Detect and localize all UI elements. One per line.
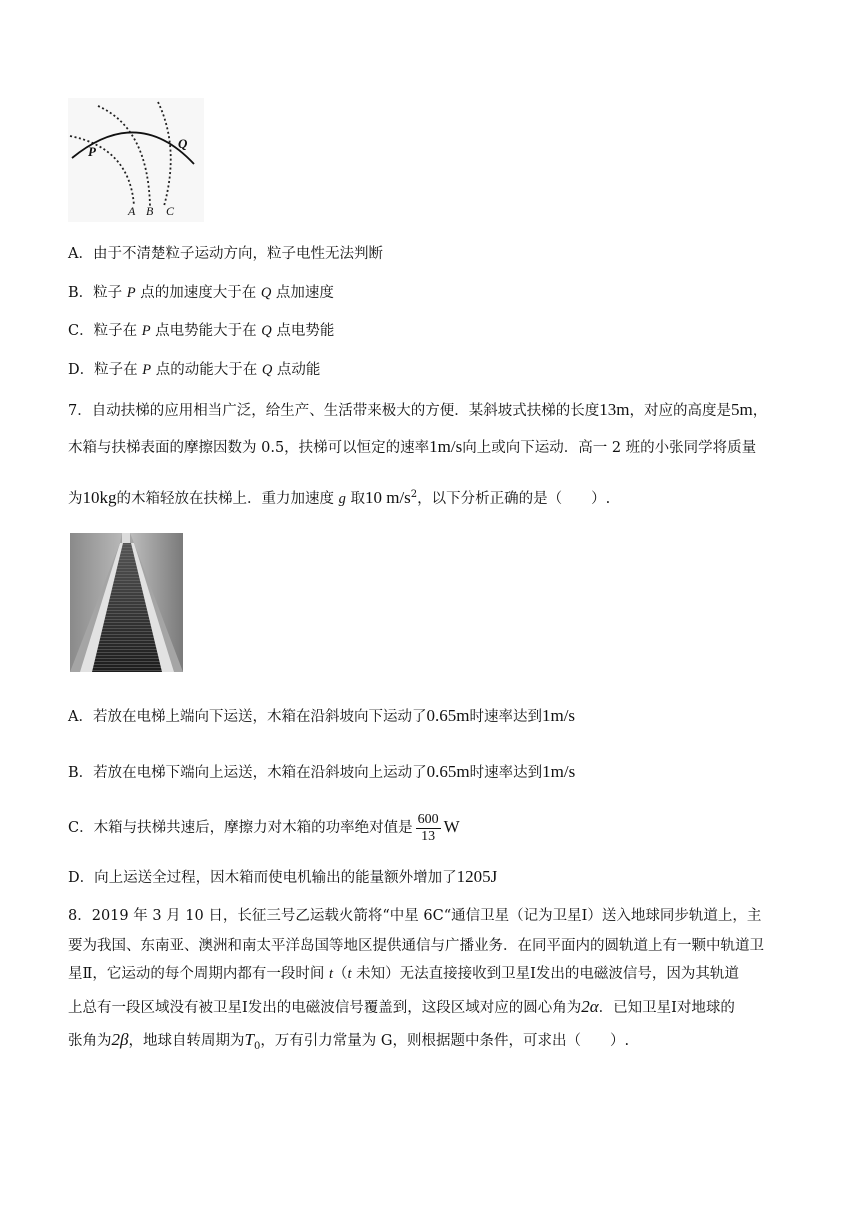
field-lines-figure: [68, 98, 204, 222]
q7-stem-line-1: [68, 399, 800, 422]
q6-c-p: P: [141, 323, 151, 339]
q6-d-pre: D．粒子在: [68, 362, 143, 378]
q8-l4-pre: 上总有一段区域没有被卫星Ⅰ发出的电磁波信号覆盖到，这段区域对应的圆心角为: [68, 1000, 582, 1016]
q7-b-speed: 1m/s: [542, 762, 576, 781]
q8-t-symbol-2: t: [347, 966, 352, 982]
q8-l5-pre: 张角为: [68, 1033, 112, 1049]
q6-option-d: [68, 359, 800, 381]
q7-c-denominator: 13: [421, 828, 436, 844]
q7-c-numerator: 600: [417, 811, 439, 827]
q6-c-pre: C．粒子在: [68, 323, 142, 339]
q7-c-fraction: [416, 812, 441, 845]
q6-b-q: Q: [260, 285, 272, 301]
q8-l5-mid: ，地球自转周期为: [128, 1033, 245, 1049]
q7-d-pre: D．向上运送全过程，因木箱而使电机输出的能量额外增加了: [68, 870, 457, 886]
q8-beta: 2β: [111, 1030, 129, 1049]
q7-option-c: [68, 810, 800, 845]
q7-a-speed: 1m/s: [541, 706, 576, 725]
q7-l3-mid2: 取: [345, 490, 365, 507]
q7-a-mid: 时速率达到: [469, 709, 542, 725]
q8-l3-pre: 星Ⅱ，它运动的每个周期内都有一段时间: [68, 966, 329, 982]
q8-period-symbol: T: [244, 1030, 254, 1049]
q8-alpha: 2α: [581, 997, 599, 1016]
q8-stem-line-4: [68, 996, 800, 1019]
q6-option-b: [68, 282, 800, 304]
q7-l1-pre: 7．自动扶梯的应用相当广泛，给生产、生活带来极大的方便．某斜坡式扶梯的长度: [68, 403, 600, 419]
figure-background: [68, 98, 204, 222]
q7-height: 5m: [730, 400, 753, 419]
label-c: C: [166, 204, 175, 218]
q6-d-q: Q: [261, 362, 273, 378]
q7-l3-post: ，以下分析正确的是（ ）.: [417, 490, 611, 507]
q7-d-energy: 1205J: [456, 867, 498, 886]
q7-g-value: 10 m/s: [364, 487, 411, 507]
q8-period-subscript: 0: [253, 1040, 261, 1052]
label-p: P: [88, 144, 96, 159]
q8-t-symbol: t: [328, 966, 333, 982]
q8-stem-line-3: [68, 963, 800, 985]
q7-option-a: [68, 705, 800, 728]
q7-speed: 1m/s: [429, 437, 463, 456]
q7-b-mid: 时速率达到: [469, 765, 543, 781]
q8-l4-post: ．已知卫星Ⅰ对地球的: [598, 1000, 735, 1016]
q6-option-a-text: A．由于不清楚粒子运动方向，粒子电性无法判断: [68, 246, 383, 262]
q8-stem-line-2: [68, 935, 800, 957]
q8-l2-text: 要为我国、东南亚、澳洲和南太平洋岛国等地区提供通信与广播业务．在同平面内的圆轨道上有一颗中轨道卫: [68, 938, 764, 954]
q7-l2-post: 向上或向下运动．高一 2 班的小张同学将质量: [462, 440, 757, 456]
q7-g-exponent: 2: [410, 489, 418, 500]
q7-option-b: [68, 761, 800, 784]
q7-l3-pre: 为: [68, 490, 83, 507]
q7-l1-post: ，: [752, 403, 768, 419]
q8-stem-line-1: [68, 905, 800, 927]
q7-l3-mid: 的木箱轻放在扶梯上．重力加速度: [116, 490, 339, 507]
q8-l3-mid: （: [333, 966, 348, 982]
q6-b-pre: B．粒子: [68, 285, 127, 301]
q7-length: 13m: [599, 400, 630, 419]
q7-l2-pre: 木箱与扶梯表面的摩擦因数为 0.5，扶梯可以恒定的速率: [68, 440, 430, 456]
q6-b-mid: 点的加速度大于在: [135, 285, 261, 301]
label-a: A: [128, 204, 136, 218]
q6-b-post: 点加速度: [271, 285, 334, 301]
q7-a-pre: A．若放在电梯上端向下运送，木箱在沿斜坡向下运动了: [68, 709, 427, 725]
q8-l5-post: ，万有引力常量为 G，则根据题中条件，可求出（ ）.: [260, 1033, 630, 1049]
q7-c-unit: W: [443, 817, 460, 836]
q7-b-pre: B．若放在电梯下端向上运送，木箱在沿斜坡向上运动了: [68, 765, 427, 781]
q8-l3-post: 未知）无法直接接收到卫星Ⅰ发出的电磁波信号，因为其轨道: [351, 966, 739, 982]
q6-c-post: 点电势能: [271, 323, 335, 339]
q8-l1-text: 8．2019 年 3 月 10 日，长征三号乙运载火箭将“中星 6C“通信卫星（记为卫星Ⅰ）送入地球同步轨道上，主: [68, 908, 762, 924]
q7-option-d: [68, 866, 800, 889]
q6-b-p: P: [126, 285, 136, 301]
q7-stem-line-3: [68, 484, 800, 510]
label-b: B: [146, 204, 154, 218]
q7-l1-mid: ，对应的高度是: [629, 403, 731, 419]
q8-stem-line-5: [68, 1029, 800, 1058]
q6-d-post: 点动能: [272, 362, 321, 378]
q7-mass: 10kg: [82, 487, 117, 507]
q6-option-c: [68, 320, 800, 342]
q6-c-mid: 点电势能大于在: [150, 323, 262, 339]
q6-c-q: Q: [261, 323, 272, 339]
q7-stem-line-2: [68, 436, 800, 459]
q7-a-distance: 0.65m: [426, 706, 470, 725]
q6-option-a: [68, 243, 800, 265]
q6-d-p: P: [142, 362, 152, 378]
q6-d-mid: 点的动能大于在: [151, 362, 262, 378]
q7-g-symbol: g: [338, 490, 346, 507]
label-q: Q: [178, 136, 188, 151]
q7-c-pre: C．木箱与扶梯共速后，摩擦力对木箱的功率绝对值是: [68, 820, 413, 836]
escalator-photo: [70, 533, 183, 672]
q7-b-distance: 0.65m: [426, 762, 470, 781]
